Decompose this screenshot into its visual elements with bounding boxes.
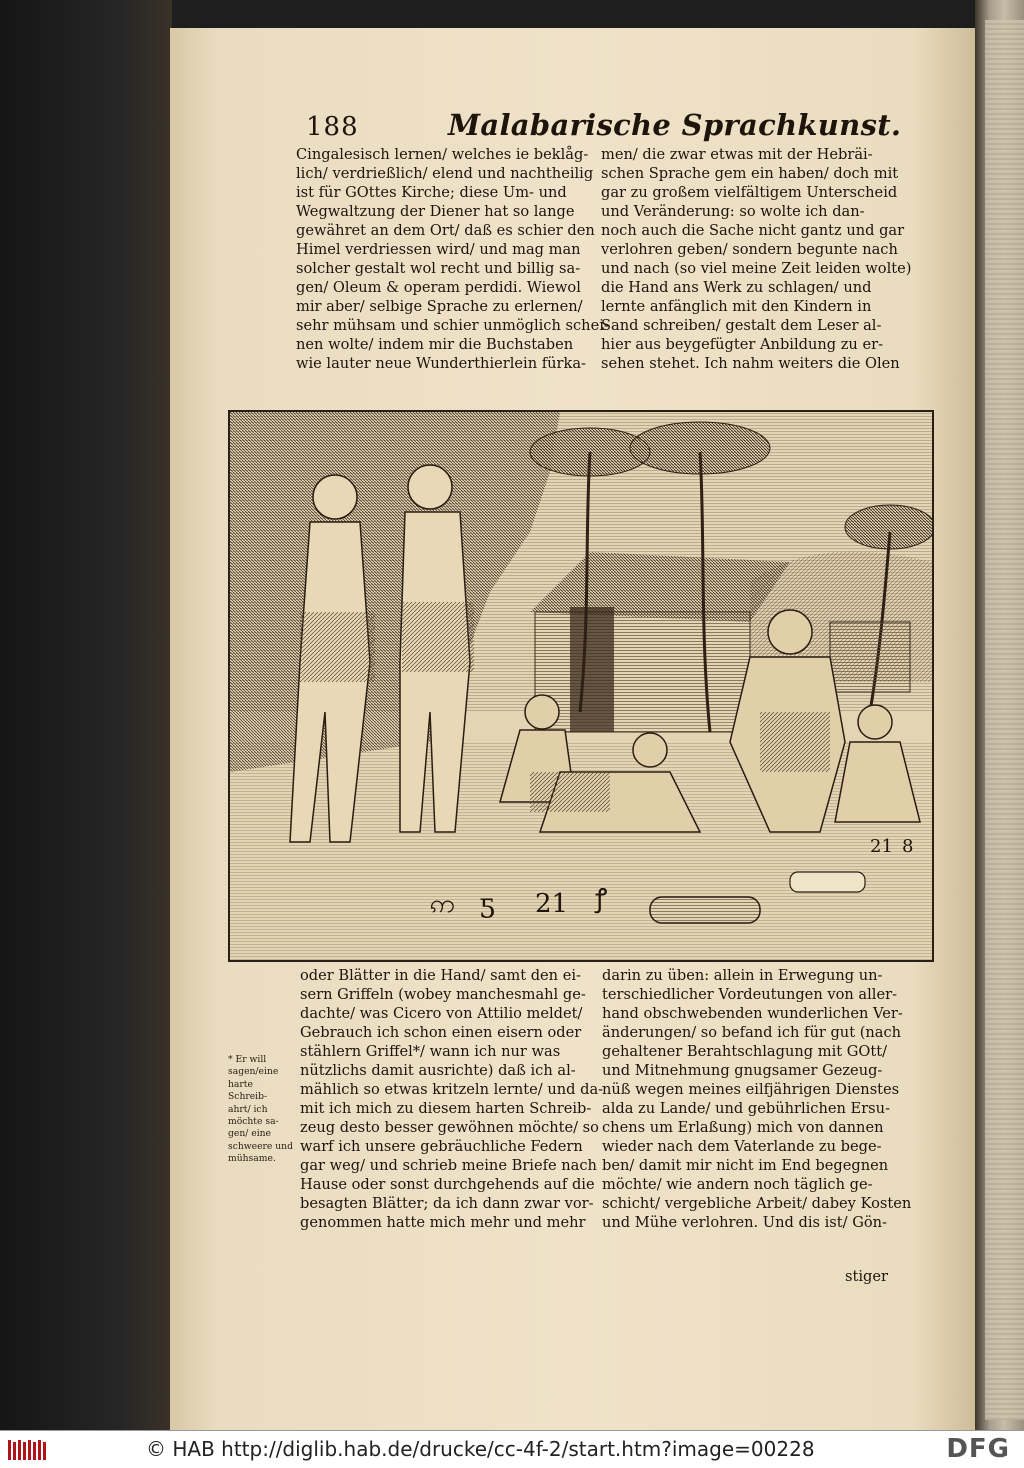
copyright-url-link[interactable]: © HAB http://diglib.hab.de/drucke/cc-4f-2/start.htm?image=00228: [146, 1437, 815, 1461]
text-line: nen wolte/ indem mir die Buchstaben: [296, 336, 574, 353]
text-line: ben/ damit mir nicht im End begegnen: [602, 1157, 889, 1174]
text-line: nützlichs damit ausrichte) daß ich al-: [300, 1062, 576, 1079]
sand-glyph-8: 8: [902, 836, 914, 857]
text-line: und nach (so viel meine Zeit leiden wolte): [601, 260, 912, 277]
margin-note-line: möchte sa-: [228, 1116, 279, 1128]
text-line: verlohren geben/ sondern begunte nach: [601, 241, 898, 258]
text-line: und Mitnehmung gnugsamer Gezeug-: [602, 1062, 883, 1079]
hab-logo-icon: [8, 1438, 50, 1462]
margin-note-line: * Er will: [228, 1054, 267, 1065]
text-line: gar weg/ und schrieb meine Briefe nach: [300, 1157, 597, 1174]
text-line: änderungen/ so befand ich für gut (nach: [602, 1024, 902, 1041]
text-line: terschiedlicher Vordeutungen von aller-: [602, 986, 898, 1003]
text-line: oder Blätter in die Hand/ samt den ei-: [300, 967, 581, 984]
text-line: solcher gestalt wol recht und billig sa-: [296, 260, 581, 277]
text-line: wie lauter neue Wunderthierlein fürka-: [296, 355, 586, 372]
margin-note-line: sagen/eine: [228, 1066, 279, 1078]
dfg-logo: DFG: [946, 1434, 1010, 1464]
text-line: sehr mühsam und schier unmöglich schei-: [296, 317, 609, 334]
text-line: chens um Erlaßung) mich von dannen: [602, 1119, 884, 1136]
text-line: ist für GOttes Kirche; diese Um- und: [296, 184, 567, 201]
text-column-bottom-left: [300, 966, 604, 1232]
text-line: noch auch die Sache nicht gantz und gar: [601, 222, 905, 239]
text-line: mählich so etwas kritzeln lernte/ und da-: [300, 1081, 604, 1098]
text-line: besagten Blätter; da ich dann zwar vor-: [300, 1195, 594, 1212]
text-column-bottom-right: [602, 966, 912, 1232]
margin-note-line: ahrt/ ich: [228, 1103, 268, 1115]
text-line: alda zu Lande/ und gebührlichen Ersu-: [602, 1100, 891, 1117]
text-line: dachte/ was Cicero von Attilio meldet/: [300, 1005, 583, 1022]
text-line: Himel verdriessen wird/ und mag man: [296, 241, 581, 258]
text-column-top-right: [601, 145, 912, 373]
text-line: warf ich unsere gebräuchliche Federn: [300, 1138, 583, 1155]
text-column-top-left: [296, 145, 609, 373]
margin-note-line: harte: [228, 1078, 253, 1090]
margin-note-line: Schreib-: [228, 1091, 268, 1103]
text-line: zeug desto besser gewöhnen möchte/ so: [300, 1119, 599, 1136]
text-line: gen/ Oleum & operam perdidi. Wiewol: [296, 279, 581, 296]
running-head: Malabarische Sprachkunst.: [448, 108, 902, 142]
footer-bar: [0, 1430, 1024, 1468]
sand-glyph-b: ƽ: [480, 889, 495, 919]
text-line: stählern Griffel*/ wann ich nur was: [300, 1043, 561, 1060]
text-line: Hause oder sonst durchgehends auf die: [300, 1176, 595, 1193]
text-line: gehaltener Berahtschlagung mit GOtt/: [602, 1043, 888, 1060]
engraving-illustration: [228, 410, 934, 962]
text-line: gewähret an dem Ort/ daß es schier den: [296, 222, 595, 239]
text-line: und Mühe verlohren. Und dis ist/ Gön-: [602, 1214, 887, 1231]
sand-glyph-a: ဢ: [430, 889, 456, 919]
left-background: [0, 0, 172, 1430]
margin-note-line: gen/ eine: [228, 1128, 271, 1140]
text-line: hier aus beygefügter Anbildung zu er-: [601, 336, 884, 353]
text-line: lich/ verdrießlich/ elend und nachtheilig: [296, 165, 594, 182]
sand-glyph-21-right: 21: [870, 836, 893, 857]
text-line: Sand schreiben/ gestalt dem Leser al-: [601, 317, 882, 334]
text-line: Cingalesisch lernen/ welches ie beklåg-: [296, 146, 589, 163]
text-line: schicht/ vergebliche Arbeit/ dabey Kosten: [602, 1195, 912, 1212]
next-page-edge: [985, 20, 1024, 1420]
engraving-image: [230, 412, 932, 960]
sand-glyph-c: ꝭ: [595, 884, 608, 914]
text-line: mit ich mich zu diesem harten Schreib-: [300, 1100, 592, 1117]
text-line: schen Sprache gem ein haben/ doch mit: [601, 165, 899, 182]
text-line: genommen hatte mich mehr und mehr: [300, 1214, 586, 1231]
sand-glyph-21: 21: [535, 889, 569, 919]
text-line: mir aber/ selbige Sprache zu erlernen/: [296, 298, 583, 315]
text-line: und Veränderung: so wolte ich dan-: [601, 203, 865, 220]
text-line: men/ die zwar etwas mit der Hebräi-: [601, 146, 873, 163]
text-line: sehen stehet. Ich nahm weiters die Olen: [601, 355, 900, 372]
text-line: darin zu üben: allein in Erwegung un-: [602, 967, 883, 984]
text-line: nüß wegen meines eilfjährigen Dienstes: [602, 1081, 900, 1098]
text-line: hand obschwebenden wunderlichen Ver-: [602, 1005, 903, 1022]
text-line: lernte anfänglich mit den Kindern in: [601, 298, 872, 315]
text-line: die Hand ans Werk zu schlagen/ und: [601, 279, 872, 296]
text-line: Gebrauch ich schon einen eisern oder: [300, 1024, 582, 1041]
margin-note-line: mühsame.: [228, 1153, 276, 1165]
text-line: gar zu großem vielfältigem Unterscheid: [601, 184, 898, 201]
text-line: wieder nach dem Vaterlande zu bege-: [602, 1138, 882, 1155]
page-number: 188: [306, 112, 359, 142]
margin-note: [228, 1054, 300, 1166]
margin-note-line: schweere und: [228, 1140, 293, 1152]
text-line: möchte/ wie andern noch täglich ge-: [602, 1176, 873, 1193]
text-line: Wegwaltzung der Diener hat so lange: [296, 203, 575, 220]
catchword: stiger: [845, 1268, 888, 1285]
text-line: sern Griffeln (wobey manchesmahl ge-: [300, 986, 586, 1003]
